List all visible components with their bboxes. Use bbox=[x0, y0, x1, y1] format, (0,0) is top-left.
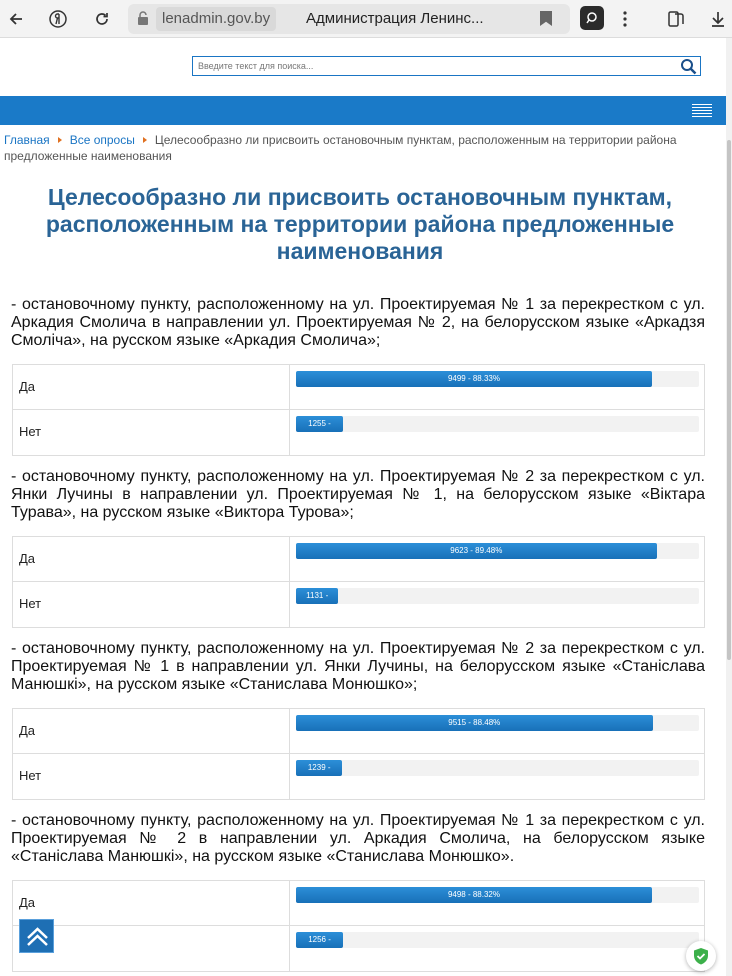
poll-results-table bbox=[12, 708, 705, 800]
poll-results-table bbox=[12, 536, 705, 628]
table-row bbox=[13, 410, 704, 455]
result-value: 9499 - 88.33% bbox=[447, 374, 500, 383]
breadcrumb-home[interactable]: Главная bbox=[4, 133, 50, 147]
yandex-icon[interactable] bbox=[44, 5, 72, 33]
result-bar bbox=[296, 932, 343, 948]
table-row bbox=[13, 709, 704, 754]
breadcrumb-separator-icon bbox=[58, 137, 62, 143]
result-value: 9623 - 89.48% bbox=[450, 546, 503, 555]
answer-label: Да bbox=[19, 551, 36, 566]
question-text: - остановочному пункту, расположенному на ул. Проектируемая № 1 за перекрестком с ул. Аркадия Смолича в направлении ул. Проектируемая № 2, на белорусском языке «Аркадзя Смоліча», на русском языке «Аркадия Смолича»; bbox=[11, 296, 705, 349]
poll-results-table bbox=[12, 880, 705, 972]
scroll-top-button[interactable] bbox=[19, 919, 54, 953]
result-bar-track bbox=[296, 932, 699, 948]
shield-icon bbox=[686, 941, 716, 971]
table-row bbox=[13, 926, 704, 971]
page-title: Целесообразно ли присвоить остановочным пунктам, расположенным на территории района предложенные наименования bbox=[45, 184, 675, 264]
question-text: - остановочному пункту, расположенному на ул. Проектируемая № 2 за перекрестком с ул. Янки Лучины в направлении ул. Проектируемая № 1, на белорусском языке «Віктара Турава», на русском языке «Виктора Турова»; bbox=[11, 468, 705, 521]
answer-label: Да bbox=[19, 723, 36, 738]
result-bar bbox=[296, 371, 652, 387]
download-icon[interactable] bbox=[704, 5, 732, 33]
result-value: 1239 - bbox=[307, 763, 331, 772]
table-row bbox=[13, 365, 704, 410]
result-value: 1255 - bbox=[308, 419, 331, 428]
lock-icon[interactable] bbox=[136, 10, 150, 26]
collections-icon[interactable] bbox=[662, 5, 690, 33]
result-bar bbox=[296, 543, 657, 559]
reload-icon[interactable] bbox=[88, 5, 116, 33]
table-row bbox=[13, 582, 704, 627]
table-row bbox=[13, 537, 704, 582]
result-bar-track bbox=[296, 371, 699, 387]
back-icon[interactable] bbox=[2, 5, 30, 33]
answer-label: Нет bbox=[19, 768, 42, 783]
result-bar bbox=[296, 887, 652, 903]
main-nav-bar bbox=[0, 96, 726, 125]
search-input[interactable] bbox=[198, 59, 668, 73]
breadcrumb-current: Целесообразно ли присвоить остановочным пунктам, расположенным на территории района предложенные наименования bbox=[4, 133, 677, 163]
result-value: 1256 - bbox=[308, 935, 331, 944]
answer-label: Да bbox=[19, 895, 36, 910]
result-value: 1131 - bbox=[306, 591, 329, 600]
answer-label: Да bbox=[19, 379, 36, 394]
address-domain[interactable]: lenadmin.gov.by bbox=[156, 7, 276, 31]
result-bar-track bbox=[296, 715, 699, 731]
scroll-top-icon bbox=[20, 920, 55, 954]
result-bar-track bbox=[296, 760, 699, 776]
result-bar bbox=[296, 715, 653, 731]
search-box bbox=[192, 56, 701, 76]
question-text: - остановочному пункту, расположенному на ул. Проектируемая № 1 за перекрестком с ул. Проектируемая № 2 в направлении ул. Аркадия Смолича, на белорусском языке «Станіслава Манюшкі», на русском языке «Станислава Монюшко». bbox=[11, 812, 705, 865]
result-bar-track bbox=[296, 588, 699, 604]
answer-label: Нет bbox=[19, 596, 42, 611]
breadcrumb-separator-icon bbox=[143, 137, 147, 143]
page-tab-title: Администрация Ленинс... bbox=[306, 10, 484, 27]
poll-results-table bbox=[12, 364, 705, 456]
menu-dots-icon[interactable] bbox=[611, 5, 639, 33]
search-icon[interactable] bbox=[680, 58, 697, 75]
result-value: 9498 - 88.32% bbox=[447, 890, 500, 899]
result-bar bbox=[296, 588, 338, 604]
extension-icon[interactable] bbox=[580, 6, 604, 30]
scrollbar-thumb[interactable] bbox=[727, 140, 731, 660]
hamburger-icon[interactable] bbox=[692, 104, 712, 118]
result-value: 9515 - 88.48% bbox=[448, 718, 501, 727]
result-bar-track bbox=[296, 887, 699, 903]
table-row bbox=[13, 754, 704, 799]
shield-button[interactable] bbox=[686, 941, 716, 971]
answer-label: Нет bbox=[19, 424, 42, 439]
breadcrumb bbox=[4, 132, 716, 164]
question-text: - остановочному пункту, расположенному на ул. Проектируемая № 2 за перекрестком с ул. Проектируемая № 1 в направлении ул. Янки Лучины, на белорусском языке «Станіслава Манюшкі», на русском языке «Станислава Монюшко»; bbox=[11, 640, 705, 693]
browser-toolbar bbox=[0, 0, 732, 38]
result-bar bbox=[296, 416, 343, 432]
table-row bbox=[13, 881, 704, 926]
result-bar-track bbox=[296, 416, 699, 432]
breadcrumb-polls[interactable]: Все опросы bbox=[69, 133, 135, 147]
result-bar bbox=[296, 760, 342, 776]
result-bar-track bbox=[296, 543, 699, 559]
